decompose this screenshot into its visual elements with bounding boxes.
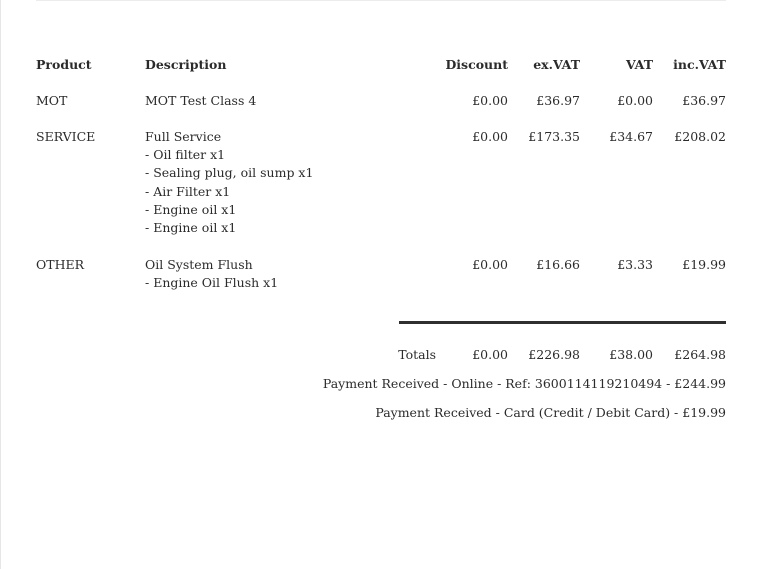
row-inc-vat: £19.99: [682, 257, 726, 272]
header-vat: VAT: [625, 57, 653, 72]
description-line: - Engine oil x1: [145, 201, 237, 217]
description-line: - Oil filter x1: [145, 147, 226, 163]
description-line: - Sealing plug, oil sump x1: [145, 165, 314, 181]
description-line: - Engine Oil Flush x1: [145, 275, 279, 291]
row-discount: £0.00: [472, 129, 508, 144]
row-description: [145, 256, 278, 292]
description-line: MOT Test Class 4: [145, 93, 257, 108]
totals-divider: [399, 321, 726, 324]
totals-ex-vat: £226.98: [528, 347, 580, 362]
description-line: - Engine oil x1: [145, 220, 237, 236]
row-product: OTHER: [36, 257, 85, 272]
header-discount: Discount: [445, 57, 508, 72]
row-discount: £0.00: [472, 93, 508, 108]
row-ex-vat: £36.97: [536, 93, 580, 108]
row-product: MOT: [36, 93, 68, 108]
row-product: SERVICE: [36, 129, 96, 144]
totals-vat: £38.00: [609, 347, 653, 362]
row-ex-vat: £173.35: [528, 129, 580, 144]
payment-card: Payment Received - Card (Credit / Debit Card) - £19.99: [375, 405, 726, 420]
header-ex-vat: ex.VAT: [533, 57, 580, 72]
totals-discount: £0.00: [472, 347, 508, 362]
row-description: [145, 92, 256, 110]
row-vat: £3.33: [617, 257, 653, 272]
description-line: Oil System Flush: [145, 257, 253, 272]
description-line: - Air Filter x1: [145, 183, 231, 199]
row-inc-vat: £208.02: [674, 129, 726, 144]
header-inc-vat: inc.VAT: [673, 57, 726, 72]
totals-label: Totals: [398, 347, 436, 362]
row-inc-vat: £36.97: [682, 93, 726, 108]
payment-online: Payment Received - Online - Ref: 3600114119210494 - £244.99: [322, 376, 726, 391]
page-top-border: [36, 0, 726, 1]
row-vat: £34.67: [609, 129, 653, 144]
header-description: Description: [145, 57, 227, 72]
row-vat: £0.00: [617, 93, 653, 108]
description-line: Full Service: [145, 129, 222, 144]
totals-inc-vat: £264.98: [674, 347, 726, 362]
row-discount: £0.00: [472, 257, 508, 272]
header-product: Product: [36, 57, 92, 72]
row-ex-vat: £16.66: [536, 257, 580, 272]
page-left-border: [0, 0, 1, 569]
row-description: [145, 128, 313, 237]
